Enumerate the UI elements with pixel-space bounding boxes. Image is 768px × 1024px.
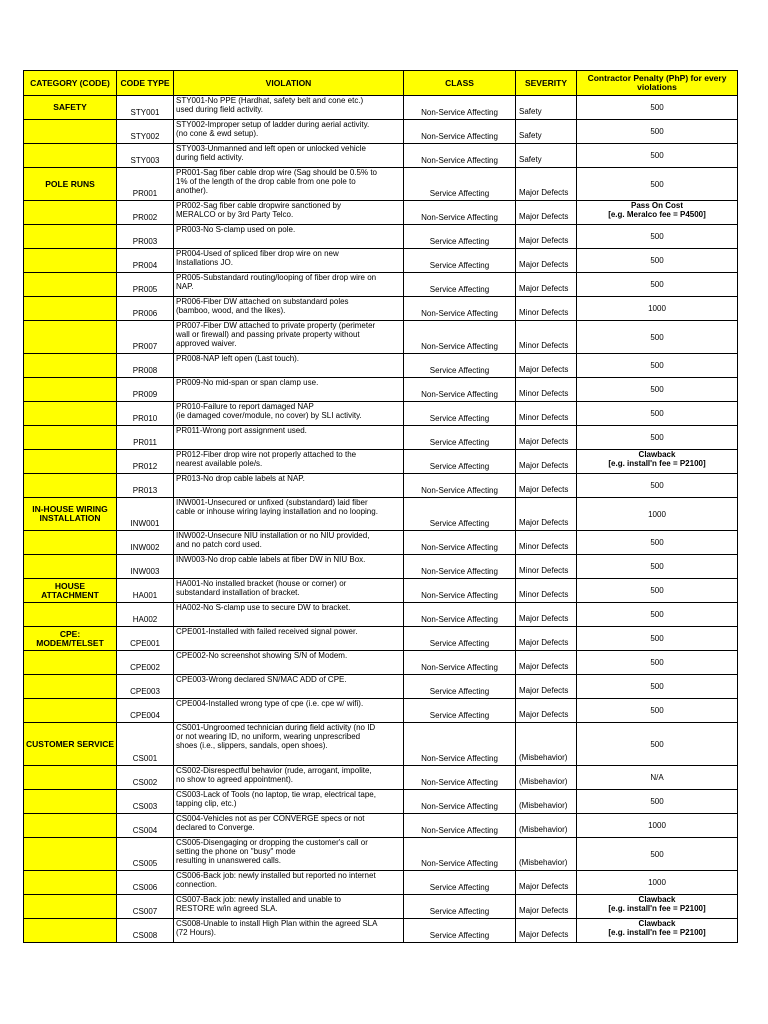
severity-cell: Minor Defects: [516, 531, 577, 555]
penalty-cell: 500: [577, 474, 738, 498]
code-type-cell: PR001: [117, 168, 174, 201]
code-type-cell: STY003: [117, 144, 174, 168]
category-cell: [24, 201, 117, 225]
category-cell: [24, 321, 117, 354]
class-cell: Non-Service Affecting: [404, 531, 516, 555]
penalty-cell: 500: [577, 699, 738, 723]
class-cell: Non-Service Affecting: [404, 120, 516, 144]
violation-cell: INW002-Unsecure NIU installation or no NIU provided, and no patch cord used.: [174, 531, 404, 555]
violation-cell: PR004-Used of spliced fiber drop wire on new Installations JO.: [174, 249, 404, 273]
severity-cell: Major Defects: [516, 225, 577, 249]
category-cell: [24, 555, 117, 579]
violation-cell: CPE002-No screenshot showing S/N of Modem.: [174, 651, 404, 675]
violation-cell: CPE001-Installed with failed received signal power.: [174, 627, 404, 651]
penalty-cell: 1000: [577, 871, 738, 895]
class-cell: Non-Service Affecting: [404, 555, 516, 579]
violation-cell: CS001-Ungroomed technician during field activity (no ID or not wearing ID, no uniform, wearing unprescribed shoes (i.e., slippers, sandals, open shoes).: [174, 723, 404, 766]
penalty-cell: 500: [577, 168, 738, 201]
code-type-cell: PR003: [117, 225, 174, 249]
class-cell: Service Affecting: [404, 168, 516, 201]
severity-cell: Minor Defects: [516, 555, 577, 579]
category-cell: [24, 651, 117, 675]
severity-cell: Safety: [516, 96, 577, 120]
severity-cell: Major Defects: [516, 871, 577, 895]
code-type-cell: PR006: [117, 297, 174, 321]
code-type-cell: PR013: [117, 474, 174, 498]
category-cell: IN-HOUSE WIRING INSTALLATION: [24, 498, 117, 531]
table-row: [24, 273, 738, 297]
category-cell: [24, 814, 117, 838]
penalty-cell: 500: [577, 603, 738, 627]
penalty-cell: 500: [577, 426, 738, 450]
penalty-cell: 500: [577, 838, 738, 871]
violation-cell: CS008-Unable to install High Plan within the agreed SLA (72 Hours).: [174, 919, 404, 943]
table-row: [24, 498, 738, 531]
severity-cell: Safety: [516, 120, 577, 144]
code-type-cell: STY001: [117, 96, 174, 120]
severity-cell: Minor Defects: [516, 378, 577, 402]
violation-cell: CS003-Lack of Tools (no laptop, tie wrap, electrical tape, tapping clip, etc.): [174, 790, 404, 814]
class-cell: Non-Service Affecting: [404, 723, 516, 766]
severity-cell: (Misbehavior): [516, 723, 577, 766]
class-cell: Non-Service Affecting: [404, 321, 516, 354]
header-row: [24, 71, 738, 96]
penalty-cell: 500: [577, 273, 738, 297]
violation-cell: PR011-Wrong port assignment used.: [174, 426, 404, 450]
penalty-cell: 500: [577, 790, 738, 814]
severity-cell: Major Defects: [516, 354, 577, 378]
penalty-cell: 500: [577, 249, 738, 273]
class-cell: Non-Service Affecting: [404, 144, 516, 168]
category-cell: [24, 297, 117, 321]
table-row: [24, 603, 738, 627]
code-type-cell: INW001: [117, 498, 174, 531]
category-cell: [24, 531, 117, 555]
penalty-cell: 500: [577, 627, 738, 651]
penalty-cell: 500: [577, 96, 738, 120]
code-type-cell: HA001: [117, 579, 174, 603]
penalty-cell: 1000: [577, 498, 738, 531]
severity-cell: Minor Defects: [516, 297, 577, 321]
class-cell: Service Affecting: [404, 498, 516, 531]
table-row: [24, 474, 738, 498]
code-type-cell: PR005: [117, 273, 174, 297]
category-cell: [24, 249, 117, 273]
category-cell: [24, 790, 117, 814]
violation-cell: STY003-Unmanned and left open or unlocked vehicle during field activity.: [174, 144, 404, 168]
table-row: [24, 378, 738, 402]
class-cell: Service Affecting: [404, 627, 516, 651]
category-cell: [24, 871, 117, 895]
class-cell: Service Affecting: [404, 225, 516, 249]
violation-cell: PR001-Sag fiber cable drop wire (Sag should be 0.5% to 1% of the length of the drop cable from one pole to another).: [174, 168, 404, 201]
class-cell: Service Affecting: [404, 895, 516, 919]
table-row: [24, 531, 738, 555]
code-type-cell: CS007: [117, 895, 174, 919]
header-category: CATEGORY (CODE): [24, 71, 117, 96]
violation-cell: CS006-Back job: newly installed but reported no internet connection.: [174, 871, 404, 895]
violation-cell: PR010-Failure to report damaged NAP (ie damaged cover/module, no cover) by SLI activity.: [174, 402, 404, 426]
violation-cell: PR002-Sag fiber cable dropwire sanctioned by MERALCO or by 3rd Party Telco.: [174, 201, 404, 225]
code-type-cell: PR011: [117, 426, 174, 450]
code-type-cell: CS002: [117, 766, 174, 790]
code-type-cell: CPE002: [117, 651, 174, 675]
violation-cell: CPE003-Wrong declared SN/MAC ADD of CPE.: [174, 675, 404, 699]
severity-cell: Major Defects: [516, 273, 577, 297]
class-cell: Service Affecting: [404, 249, 516, 273]
category-cell: SAFETY: [24, 96, 117, 120]
class-cell: Non-Service Affecting: [404, 579, 516, 603]
class-cell: Non-Service Affecting: [404, 766, 516, 790]
severity-cell: (Misbehavior): [516, 814, 577, 838]
header-code-type: CODE TYPE: [117, 71, 174, 96]
severity-cell: (Misbehavior): [516, 838, 577, 871]
class-cell: Service Affecting: [404, 675, 516, 699]
table-row: [24, 120, 738, 144]
penalty-cell: 500: [577, 723, 738, 766]
code-type-cell: PR002: [117, 201, 174, 225]
category-cell: [24, 699, 117, 723]
code-type-cell: CS001: [117, 723, 174, 766]
severity-cell: Major Defects: [516, 450, 577, 474]
violation-cell: PR003-No S-clamp used on pole.: [174, 225, 404, 249]
severity-cell: Major Defects: [516, 201, 577, 225]
penalty-cell: Clawback [e.g. install'n fee = P2100]: [577, 919, 738, 943]
penalty-cell: Clawback [e.g. install'n fee = P2100]: [577, 895, 738, 919]
table-row: [24, 426, 738, 450]
penalty-cell: 500: [577, 531, 738, 555]
table-row: [24, 675, 738, 699]
code-type-cell: INW002: [117, 531, 174, 555]
class-cell: Non-Service Affecting: [404, 474, 516, 498]
severity-cell: Minor Defects: [516, 579, 577, 603]
violation-cell: CPE004-Installed wrong type of cpe (i.e. cpe w/ wifi).: [174, 699, 404, 723]
code-type-cell: CS008: [117, 919, 174, 943]
table-row: [24, 555, 738, 579]
code-type-cell: CS004: [117, 814, 174, 838]
class-cell: Service Affecting: [404, 354, 516, 378]
penalty-cell: 500: [577, 651, 738, 675]
header-class: CLASS: [404, 71, 516, 96]
penalty-cell: 500: [577, 225, 738, 249]
code-type-cell: PR004: [117, 249, 174, 273]
category-cell: CPE: MODEM/TELSET: [24, 627, 117, 651]
penalty-cell: 500: [577, 402, 738, 426]
category-cell: [24, 603, 117, 627]
class-cell: Service Affecting: [404, 450, 516, 474]
violation-cell: PR006-Fiber DW attached on substandard poles (bamboo, wood, and the likes).: [174, 297, 404, 321]
class-cell: Service Affecting: [404, 273, 516, 297]
violation-cell: PR008-NAP left open (Last touch).: [174, 354, 404, 378]
table-row: [24, 402, 738, 426]
severity-cell: Major Defects: [516, 498, 577, 531]
category-cell: [24, 675, 117, 699]
code-type-cell: PR010: [117, 402, 174, 426]
penalty-cell: Pass On Cost [e.g. Meralco fee = P4500]: [577, 201, 738, 225]
table-row: [24, 450, 738, 474]
category-cell: [24, 354, 117, 378]
category-cell: [24, 273, 117, 297]
violation-cell: PR009-No mid-span or span clamp use.: [174, 378, 404, 402]
category-cell: [24, 919, 117, 943]
class-cell: Non-Service Affecting: [404, 603, 516, 627]
table-row: [24, 168, 738, 201]
penalty-cell: N/A: [577, 766, 738, 790]
table-row: [24, 814, 738, 838]
severity-cell: (Misbehavior): [516, 790, 577, 814]
code-type-cell: CS005: [117, 838, 174, 871]
class-cell: Service Affecting: [404, 426, 516, 450]
category-cell: [24, 378, 117, 402]
code-type-cell: CS003: [117, 790, 174, 814]
category-cell: [24, 838, 117, 871]
severity-cell: Major Defects: [516, 249, 577, 273]
penalty-cell: 1000: [577, 297, 738, 321]
category-cell: [24, 766, 117, 790]
class-cell: Non-Service Affecting: [404, 790, 516, 814]
table-row: [24, 651, 738, 675]
table-row: [24, 871, 738, 895]
class-cell: Service Affecting: [404, 871, 516, 895]
category-cell: [24, 120, 117, 144]
severity-cell: (Misbehavior): [516, 766, 577, 790]
code-type-cell: CPE004: [117, 699, 174, 723]
table-row: [24, 790, 738, 814]
category-cell: [24, 144, 117, 168]
class-cell: Non-Service Affecting: [404, 96, 516, 120]
table-row: [24, 96, 738, 120]
penalty-cell: 500: [577, 321, 738, 354]
table-row: [24, 321, 738, 354]
table-row: [24, 699, 738, 723]
category-cell: HOUSE ATTACHMENT: [24, 579, 117, 603]
penalty-cell: 500: [577, 675, 738, 699]
header-violation: VIOLATION: [174, 71, 404, 96]
severity-cell: Major Defects: [516, 474, 577, 498]
violation-cell: PR013-No drop cable labels at NAP.: [174, 474, 404, 498]
table-row: [24, 201, 738, 225]
severity-cell: Major Defects: [516, 426, 577, 450]
penalty-cell: 500: [577, 354, 738, 378]
class-cell: Service Affecting: [404, 699, 516, 723]
violation-cell: CS004-Vehicles not as per CONVERGE specs or not declared to Converge.: [174, 814, 404, 838]
violation-cell: CS007-Back job: newly installed and unable to RESTORE w/in agreed SLA.: [174, 895, 404, 919]
category-cell: [24, 225, 117, 249]
class-cell: Non-Service Affecting: [404, 378, 516, 402]
penalty-cell: 500: [577, 579, 738, 603]
violation-cell: HA002-No S-clamp use to secure DW to bracket.: [174, 603, 404, 627]
violation-cell: PR005-Substandard routing/looping of fiber drop wire on NAP.: [174, 273, 404, 297]
violation-cell: HA001-No installed bracket (house or corner) or substandard installation of bracket.: [174, 579, 404, 603]
class-cell: Non-Service Affecting: [404, 201, 516, 225]
penalty-cell: 1000: [577, 814, 738, 838]
code-type-cell: CPE001: [117, 627, 174, 651]
table-row: [24, 723, 738, 766]
severity-cell: Minor Defects: [516, 321, 577, 354]
category-cell: [24, 450, 117, 474]
table-row: [24, 766, 738, 790]
penalty-cell: 500: [577, 555, 738, 579]
violation-cell: STY001-No PPE (Hardhat, safety belt and cone etc.) used during field activity.: [174, 96, 404, 120]
severity-cell: Major Defects: [516, 895, 577, 919]
table-row: [24, 225, 738, 249]
table-row: [24, 919, 738, 943]
violations-table: [23, 70, 738, 943]
code-type-cell: PR012: [117, 450, 174, 474]
table-row: [24, 249, 738, 273]
table-row: [24, 144, 738, 168]
violation-cell: STY002-Improper setup of ladder during aerial activity. (no cone & ewd setup).: [174, 120, 404, 144]
table-row: [24, 627, 738, 651]
penalty-cell: Clawback [e.g. install'n fee = P2100]: [577, 450, 738, 474]
table-row: [24, 838, 738, 871]
class-cell: Service Affecting: [404, 402, 516, 426]
code-type-cell: CPE003: [117, 675, 174, 699]
severity-cell: Safety: [516, 144, 577, 168]
severity-cell: Major Defects: [516, 675, 577, 699]
severity-cell: Major Defects: [516, 651, 577, 675]
severity-cell: Major Defects: [516, 168, 577, 201]
table-row: [24, 297, 738, 321]
severity-cell: Major Defects: [516, 919, 577, 943]
code-type-cell: PR009: [117, 378, 174, 402]
code-type-cell: CS006: [117, 871, 174, 895]
code-type-cell: PR008: [117, 354, 174, 378]
table-row: [24, 354, 738, 378]
category-cell: POLE RUNS: [24, 168, 117, 201]
severity-cell: Major Defects: [516, 627, 577, 651]
class-cell: Non-Service Affecting: [404, 297, 516, 321]
table-row: [24, 895, 738, 919]
category-cell: [24, 402, 117, 426]
violation-cell: PR012-Fiber drop wire not properly attached to the nearest available pole/s.: [174, 450, 404, 474]
class-cell: Non-Service Affecting: [404, 838, 516, 871]
severity-cell: Major Defects: [516, 699, 577, 723]
code-type-cell: STY002: [117, 120, 174, 144]
violation-cell: INW003-No drop cable labels at fiber DW in NIU Box.: [174, 555, 404, 579]
class-cell: Service Affecting: [404, 919, 516, 943]
violation-cell: CS002-Disrespectful behavior (rude, arrogant, impolite, no show to agreed appointment).: [174, 766, 404, 790]
class-cell: Non-Service Affecting: [404, 651, 516, 675]
severity-cell: Major Defects: [516, 603, 577, 627]
code-type-cell: INW003: [117, 555, 174, 579]
severity-cell: Minor Defects: [516, 402, 577, 426]
table-row: [24, 579, 738, 603]
penalty-cell: 500: [577, 144, 738, 168]
category-cell: [24, 426, 117, 450]
class-cell: Non-Service Affecting: [404, 814, 516, 838]
category-cell: [24, 474, 117, 498]
penalty-cell: 500: [577, 120, 738, 144]
category-cell: CUSTOMER SERVICE: [24, 723, 117, 766]
violation-cell: PR007-Fiber DW attached to private property (perimeter wall or firewall) and passing private property without approved waiver.: [174, 321, 404, 354]
violation-cell: CS005-Disengaging or dropping the customer's call or setting the phone on "busy" mode resulting in unanswered calls.: [174, 838, 404, 871]
category-cell: [24, 895, 117, 919]
penalty-cell: 500: [577, 378, 738, 402]
header-penalty: Contractor Penalty (PhP) for every violations: [577, 71, 738, 96]
code-type-cell: HA002: [117, 603, 174, 627]
violation-cell: INW001-Unsecured or unfixed (substandard) laid fiber cable or inhouse wiring laying installation and no looping.: [174, 498, 404, 531]
code-type-cell: PR007: [117, 321, 174, 354]
header-severity: SEVERITY: [516, 71, 577, 96]
